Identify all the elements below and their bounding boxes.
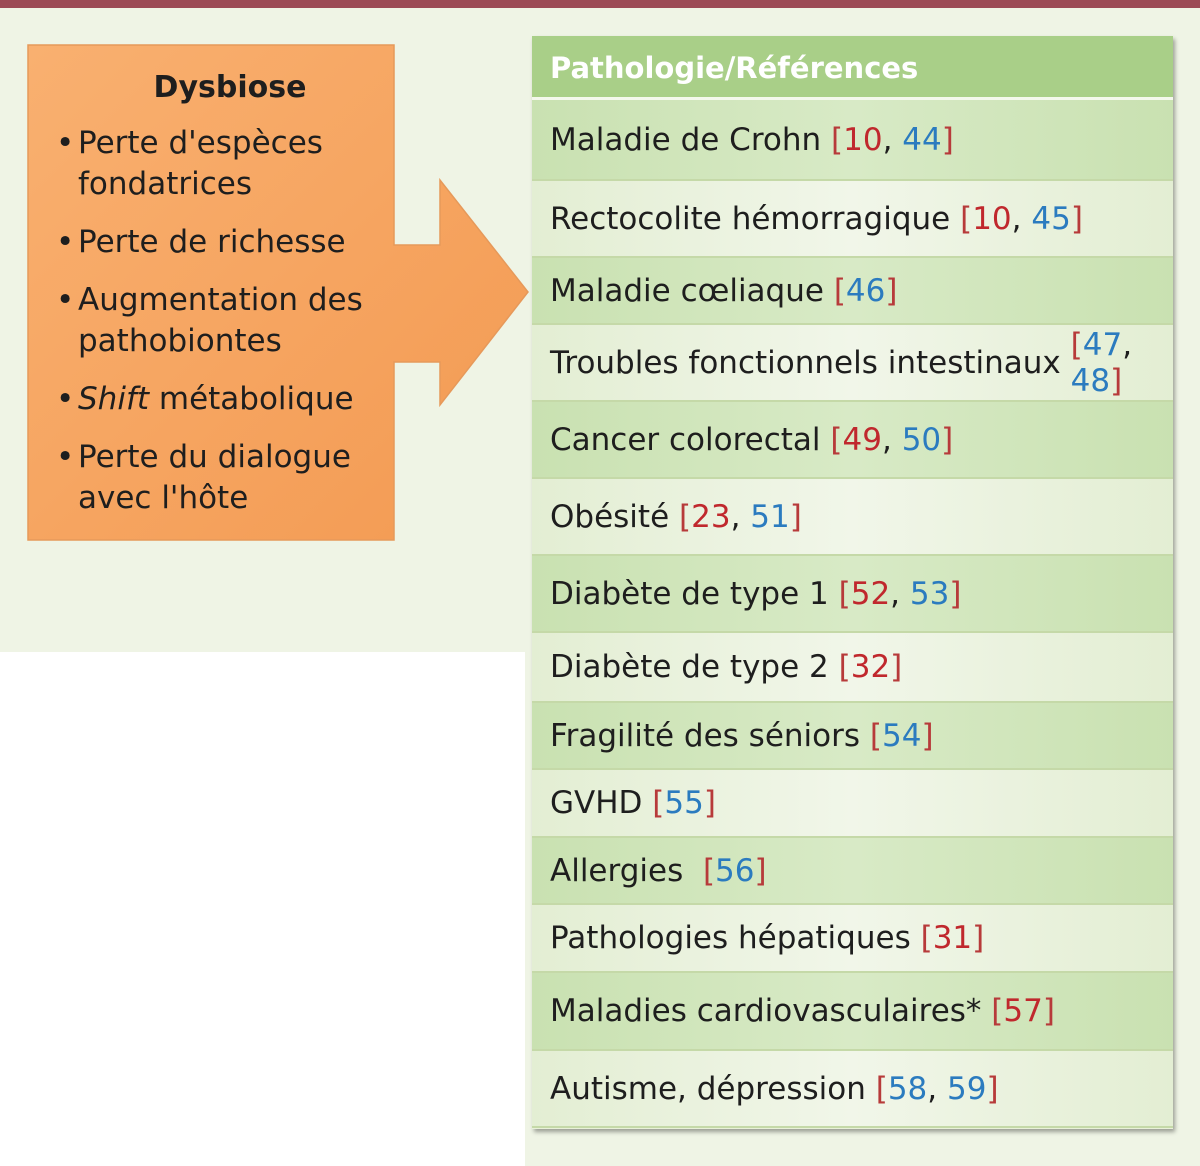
pathology-label: Autisme, dépression [550, 1070, 876, 1107]
reference-number: 53 [909, 575, 950, 612]
table-row [532, 770, 1173, 838]
references: [46] [833, 272, 898, 309]
table-row [532, 633, 1173, 703]
pathology-label: Pathologies hépatiques [550, 920, 921, 956]
reference-number: 55 [664, 785, 704, 821]
dysbiose-item-text: Augmentation des [78, 282, 363, 318]
pathology-table [532, 36, 1173, 1129]
reference-number: 46 [845, 272, 886, 309]
references: [54] [869, 717, 934, 754]
pathology-label: GVHD [550, 785, 653, 821]
reference-number: 59 [946, 1070, 987, 1107]
pathology-label: Fragilité des séniors [550, 717, 870, 754]
pathology-label: Allergies [550, 852, 703, 889]
dysbiose-item [50, 222, 380, 263]
table-row [532, 181, 1173, 258]
references: [23, 51] [679, 498, 802, 535]
reference-number: 50 [901, 421, 942, 458]
references: [57] [991, 993, 1055, 1029]
reference-number: 58 [887, 1070, 928, 1107]
reference-number: 47 [1082, 326, 1123, 363]
dysbiose-item-text: Perte d'espèces [78, 125, 323, 161]
table-row [532, 703, 1173, 770]
dysbiose-box [50, 70, 380, 536]
dysbiose-item-text: pathobiontes [78, 323, 282, 359]
references: [49, 50] [830, 421, 954, 458]
references: [32] [838, 649, 903, 685]
pathology-label: Cancer colorectal [550, 421, 831, 458]
table-row [532, 402, 1173, 479]
reference-number: 51 [750, 498, 790, 535]
references: [55] [652, 785, 716, 821]
table-row [532, 479, 1173, 556]
reference-number: 10 [972, 200, 1012, 237]
references: [47, 48] [1070, 326, 1133, 399]
table-row [532, 556, 1173, 633]
pathology-label: Diabète de type 1 [550, 575, 839, 612]
dysbiose-item [50, 123, 380, 205]
pathology-label: Maladies cardiovasculaires* [550, 993, 992, 1029]
table-row [532, 838, 1173, 905]
reference-number: 31 [932, 920, 973, 956]
reference-number: 23 [691, 498, 731, 535]
table-header: Pathologie/Références [532, 36, 1173, 100]
table-row [532, 325, 1173, 402]
table-body [532, 100, 1173, 1128]
reference-number: 49 [842, 421, 882, 458]
references: [56] [702, 852, 767, 889]
dysbiose-title: Dysbiose [153, 70, 307, 105]
dysbiose-item-text: Perte de richesse [78, 224, 346, 260]
dysbiose-item-text: métabolique [149, 381, 354, 417]
reference-number: 10 [843, 121, 883, 158]
table-row [532, 100, 1173, 181]
table-row [532, 258, 1173, 325]
references: [52, 53] [838, 575, 962, 612]
dysbiose-list [50, 123, 380, 519]
pathology-label: Rectocolite hémorragique [550, 200, 961, 237]
pathology-label: Maladie de Crohn [550, 121, 831, 158]
dysbiose-item-italic: Shift [78, 381, 150, 417]
table-row [532, 905, 1173, 973]
reference-number: 52 [850, 575, 891, 612]
dysbiose-item-text: avec l'hôte [78, 480, 249, 516]
pathology-label: Troubles fonctionnels intestinaux [550, 344, 1071, 381]
references: [10, 45] [960, 200, 1083, 237]
reference-number: 54 [881, 717, 922, 754]
references: [58, 59] [875, 1070, 999, 1107]
dysbiose-item [50, 280, 380, 362]
dysbiose-item [50, 437, 380, 519]
reference-number: 56 [715, 852, 755, 889]
reference-number: 45 [1031, 200, 1071, 237]
references: [10, 44] [831, 121, 954, 158]
references: [31] [920, 920, 985, 956]
pathology-label: Obésité [550, 498, 679, 535]
reference-number: 48 [1070, 362, 1111, 399]
reference-number: 32 [850, 649, 891, 685]
table-row [532, 973, 1173, 1051]
table-row [532, 1051, 1173, 1128]
dysbiose-item [50, 379, 380, 420]
pathology-label: Diabète de type 2 [550, 649, 839, 685]
reference-number: 57 [1003, 993, 1043, 1029]
reference-number: 44 [902, 121, 942, 158]
dysbiose-item-text: Perte du dialogue [78, 439, 351, 475]
dysbiose-item-text: fondatrices [78, 166, 252, 202]
pathology-label: Maladie cœliaque [550, 272, 834, 309]
